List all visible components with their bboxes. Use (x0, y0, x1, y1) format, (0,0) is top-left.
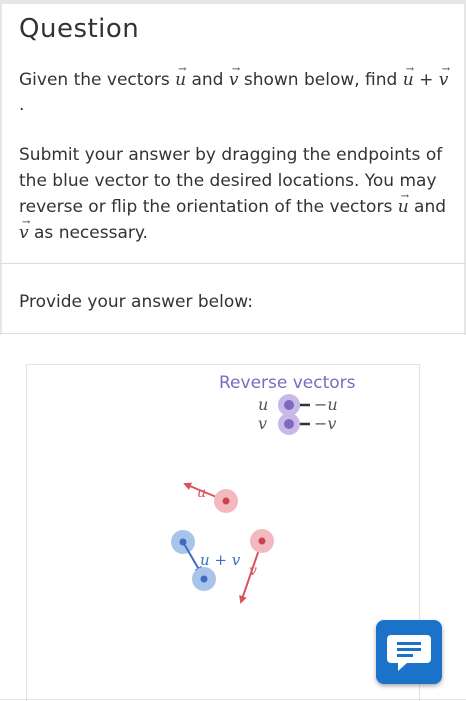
vector-v-symbol: v → (229, 70, 239, 90)
reverse-vectors-title: Reverse vectors (219, 373, 356, 393)
vector-u-dot (223, 498, 230, 505)
vector-u-label: u (197, 485, 207, 501)
toggle-v-label: v (258, 414, 268, 433)
chat-icon (376, 620, 442, 684)
vector-v-symbol: v → (19, 223, 29, 243)
vector-sum-label: u + v (200, 551, 241, 569)
question-period: . (19, 95, 25, 115)
vector-sum-head-dot (201, 576, 208, 583)
frame-left (0, 0, 2, 335)
divider (0, 263, 466, 264)
instructions-line-1: Submit your answer by dragging the endpoints of (19, 145, 443, 165)
toggle-v-knob (284, 419, 294, 429)
instructions-line-4: v → as necessary. (19, 220, 148, 246)
vector-v-symbol: v → (439, 70, 449, 90)
page-title: Question (19, 14, 140, 44)
vector-v-dot (259, 538, 266, 545)
vector-graph[interactable] (26, 364, 420, 701)
toggle-u-negative-label: −u (314, 395, 338, 414)
instructions-line-2: the blue vector to the desired locations. You may (19, 171, 437, 191)
vector-v[interactable] (241, 529, 274, 602)
frame-top (0, 0, 466, 4)
vector-v-label: v (249, 563, 257, 579)
instructions-line-3: reverse or flip the orientation of the vectors u → and (19, 194, 446, 220)
vector-u-symbol: u → (398, 197, 409, 217)
vector-sum[interactable] (171, 530, 241, 591)
toggle-v[interactable] (258, 413, 336, 435)
vector-u[interactable] (185, 484, 238, 513)
answer-prompt: Provide your answer below: (19, 292, 253, 312)
toggle-u-label: u (258, 395, 269, 414)
vector-canvas[interactable] (27, 365, 419, 701)
toggle-u[interactable] (258, 394, 338, 416)
vector-u-symbol: u → (403, 70, 414, 90)
toggle-u-knob (284, 400, 294, 410)
question-text: Given the vectors u → and v → shown below, find u → + v → (19, 67, 459, 93)
divider (0, 333, 466, 334)
chat-button[interactable] (376, 620, 442, 684)
vector-u-symbol: u → (175, 70, 186, 90)
toggle-v-negative-label: −v (314, 414, 337, 433)
